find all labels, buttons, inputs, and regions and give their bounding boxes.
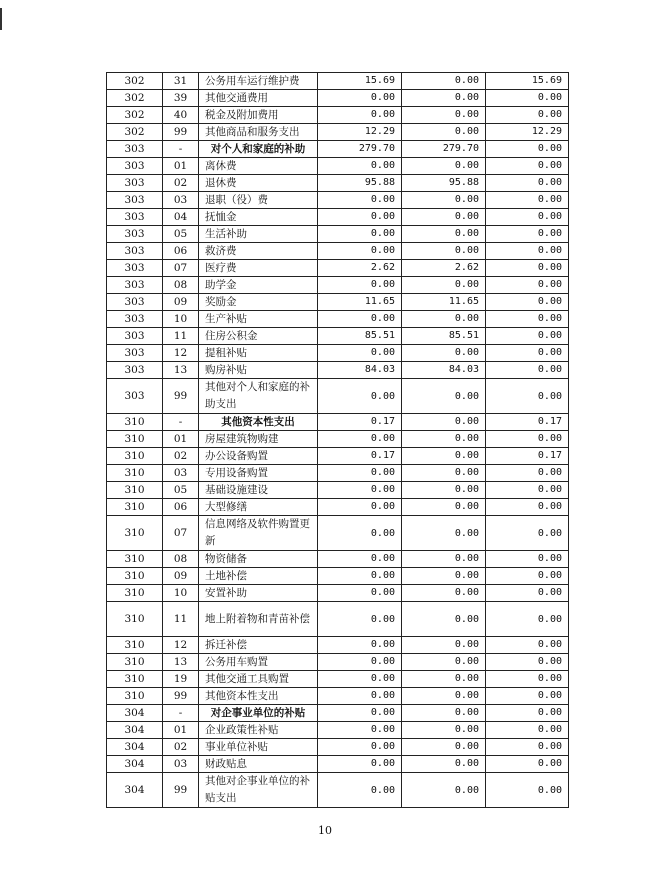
total-amount-cell: 0.17 — [318, 414, 402, 431]
project-expenditure-cell: 0.00 — [486, 362, 569, 379]
item-code-cell: 99 — [163, 379, 199, 414]
project-expenditure-cell: 0.00 — [486, 90, 569, 107]
class-code-cell: 310 — [107, 414, 163, 431]
table-row — [107, 277, 569, 294]
project-expenditure-cell: 0.00 — [486, 654, 569, 671]
class-code-cell: 310 — [107, 654, 163, 671]
project-expenditure-cell: 0.00 — [486, 516, 569, 551]
class-code-cell: 304 — [107, 722, 163, 739]
project-expenditure-cell: 0.00 — [486, 175, 569, 192]
total-amount-cell: 0.00 — [318, 158, 402, 175]
item-name-cell: 拆迁补偿 — [199, 637, 318, 654]
table-row — [107, 294, 569, 311]
basic-expenditure-cell: 0.00 — [402, 637, 486, 654]
item-code-cell: 08 — [163, 277, 199, 294]
item-code-cell: 02 — [163, 739, 199, 756]
project-expenditure-cell: 0.00 — [486, 141, 569, 158]
basic-expenditure-cell: 279.70 — [402, 141, 486, 158]
project-expenditure-cell: 0.00 — [486, 637, 569, 654]
basic-expenditure-cell: 0.00 — [402, 654, 486, 671]
item-name-cell: 抚恤金 — [199, 209, 318, 226]
item-name-cell: 其他对企事业单位的补贴支出 — [199, 773, 318, 808]
item-code-cell: 01 — [163, 431, 199, 448]
item-code-cell: 11 — [163, 602, 199, 637]
item-code-cell: 05 — [163, 482, 199, 499]
project-expenditure-cell: 0.00 — [486, 568, 569, 585]
table-group-row — [107, 141, 569, 158]
table-row — [107, 431, 569, 448]
class-code-cell: 303 — [107, 158, 163, 175]
total-amount-cell: 0.00 — [318, 226, 402, 243]
item-code-cell: 05 — [163, 226, 199, 243]
class-code-cell: 303 — [107, 362, 163, 379]
class-code-cell: 303 — [107, 345, 163, 362]
item-name-cell: 退职（役）费 — [199, 192, 318, 209]
basic-expenditure-cell: 0.00 — [402, 124, 486, 141]
project-expenditure-cell: 0.00 — [486, 226, 569, 243]
item-name-cell: 信息网络及软件购置更新 — [199, 516, 318, 551]
total-amount-cell: 15.69 — [318, 73, 402, 90]
table-body — [107, 73, 569, 808]
total-amount-cell: 0.00 — [318, 192, 402, 209]
item-code-cell: 10 — [163, 311, 199, 328]
table-group-row — [107, 414, 569, 431]
class-code-cell: 304 — [107, 705, 163, 722]
total-amount-cell: 0.00 — [318, 431, 402, 448]
basic-expenditure-cell: 0.00 — [402, 516, 486, 551]
item-name-cell: 其他商品和服务支出 — [199, 124, 318, 141]
class-code-cell: 303 — [107, 311, 163, 328]
class-code-cell: 303 — [107, 192, 163, 209]
item-name-cell: 生产补贴 — [199, 311, 318, 328]
class-code-cell: 304 — [107, 739, 163, 756]
total-amount-cell: 12.29 — [318, 124, 402, 141]
project-expenditure-cell: 0.00 — [486, 739, 569, 756]
basic-expenditure-cell: 0.00 — [402, 90, 486, 107]
item-name-cell: 物资储备 — [199, 551, 318, 568]
table-row — [107, 90, 569, 107]
basic-expenditure-cell: 0.00 — [402, 671, 486, 688]
basic-expenditure-cell: 0.00 — [402, 465, 486, 482]
item-name-cell: 大型修缮 — [199, 499, 318, 516]
class-code-cell: 310 — [107, 448, 163, 465]
item-code-cell: 03 — [163, 465, 199, 482]
total-amount-cell: 11.65 — [318, 294, 402, 311]
table-row — [107, 637, 569, 654]
item-name-cell: 专用设备购置 — [199, 465, 318, 482]
table-row — [107, 311, 569, 328]
project-expenditure-cell: 0.00 — [486, 705, 569, 722]
item-name-cell: 房屋建筑物购建 — [199, 431, 318, 448]
table-row — [107, 465, 569, 482]
item-name-cell: 公务用车购置 — [199, 654, 318, 671]
project-expenditure-cell: 15.69 — [486, 73, 569, 90]
item-name-cell: 其他对个人和家庭的补助支出 — [199, 379, 318, 414]
class-code-cell: 303 — [107, 209, 163, 226]
total-amount-cell: 0.00 — [318, 756, 402, 773]
item-code-cell: 07 — [163, 516, 199, 551]
table-row — [107, 722, 569, 739]
basic-expenditure-cell: 0.00 — [402, 107, 486, 124]
item-name-cell: 其他资本性支出 — [199, 688, 318, 705]
table-row — [107, 345, 569, 362]
total-amount-cell: 0.00 — [318, 688, 402, 705]
table-row — [107, 602, 569, 637]
item-code-cell: 06 — [163, 499, 199, 516]
item-code-cell: - — [163, 414, 199, 431]
project-expenditure-cell: 0.00 — [486, 602, 569, 637]
table-row — [107, 158, 569, 175]
item-code-cell: 03 — [163, 756, 199, 773]
project-expenditure-cell: 0.00 — [486, 277, 569, 294]
class-code-cell: 303 — [107, 260, 163, 277]
project-expenditure-cell: 0.00 — [486, 431, 569, 448]
basic-expenditure-cell: 0.00 — [402, 773, 486, 808]
item-code-cell: 07 — [163, 260, 199, 277]
project-expenditure-cell: 12.29 — [486, 124, 569, 141]
total-amount-cell: 0.00 — [318, 516, 402, 551]
table-row — [107, 671, 569, 688]
project-expenditure-cell: 0.00 — [486, 499, 569, 516]
item-name-cell: 其他交通费用 — [199, 90, 318, 107]
class-code-cell: 310 — [107, 688, 163, 705]
project-expenditure-cell: 0.00 — [486, 158, 569, 175]
basic-expenditure-cell: 0.00 — [402, 585, 486, 602]
class-code-cell: 310 — [107, 637, 163, 654]
table-row — [107, 499, 569, 516]
item-name-cell: 住房公积金 — [199, 328, 318, 345]
project-expenditure-cell: 0.00 — [486, 379, 569, 414]
class-code-cell: 310 — [107, 585, 163, 602]
class-code-cell: 303 — [107, 175, 163, 192]
basic-expenditure-cell: 11.65 — [402, 294, 486, 311]
table-group-row — [107, 705, 569, 722]
item-code-cell: - — [163, 705, 199, 722]
basic-expenditure-cell: 0.00 — [402, 243, 486, 260]
item-name-cell: 税金及附加费用 — [199, 107, 318, 124]
table-row — [107, 654, 569, 671]
item-name-cell: 财政贴息 — [199, 756, 318, 773]
item-code-cell: 03 — [163, 192, 199, 209]
class-code-cell: 310 — [107, 516, 163, 551]
class-code-cell: 304 — [107, 756, 163, 773]
item-name-cell: 生活补助 — [199, 226, 318, 243]
basic-expenditure-cell: 0.00 — [402, 756, 486, 773]
project-expenditure-cell: 0.00 — [486, 107, 569, 124]
total-amount-cell: 0.00 — [318, 568, 402, 585]
class-code-cell: 303 — [107, 294, 163, 311]
item-code-cell: 99 — [163, 124, 199, 141]
table-row — [107, 773, 569, 808]
project-expenditure-cell: 0.00 — [486, 722, 569, 739]
table-row — [107, 739, 569, 756]
class-code-cell: 303 — [107, 328, 163, 345]
basic-expenditure-cell: 0.00 — [402, 431, 486, 448]
project-expenditure-cell: 0.00 — [486, 671, 569, 688]
table-row — [107, 516, 569, 551]
total-amount-cell: 0.00 — [318, 465, 402, 482]
class-code-cell: 310 — [107, 499, 163, 516]
basic-expenditure-cell: 0.00 — [402, 209, 486, 226]
item-code-cell: 12 — [163, 637, 199, 654]
scan-edge-mark — [0, 8, 2, 30]
table-row — [107, 362, 569, 379]
item-name-cell: 企业政策性补贴 — [199, 722, 318, 739]
item-code-cell: 02 — [163, 448, 199, 465]
total-amount-cell: 0.00 — [318, 345, 402, 362]
basic-expenditure-cell: 0.00 — [402, 482, 486, 499]
basic-expenditure-cell: 85.51 — [402, 328, 486, 345]
total-amount-cell: 85.51 — [318, 328, 402, 345]
total-amount-cell: 0.00 — [318, 722, 402, 739]
project-expenditure-cell: 0.00 — [486, 482, 569, 499]
basic-expenditure-cell: 0.00 — [402, 311, 486, 328]
page-number: 10 — [318, 824, 332, 837]
item-code-cell: 06 — [163, 243, 199, 260]
total-amount-cell: 0.00 — [318, 482, 402, 499]
table-row — [107, 243, 569, 260]
class-code-cell: 302 — [107, 90, 163, 107]
item-name-cell: 土地补偿 — [199, 568, 318, 585]
class-code-cell: 310 — [107, 671, 163, 688]
total-amount-cell: 0.00 — [318, 637, 402, 654]
class-code-cell: 303 — [107, 379, 163, 414]
item-name-cell: 其他交通工具购置 — [199, 671, 318, 688]
table-row — [107, 107, 569, 124]
total-amount-cell: 0.00 — [318, 107, 402, 124]
class-code-cell: 310 — [107, 431, 163, 448]
class-code-cell: 310 — [107, 551, 163, 568]
basic-expenditure-cell: 0.00 — [402, 345, 486, 362]
item-code-cell: 13 — [163, 362, 199, 379]
class-code-cell: 302 — [107, 124, 163, 141]
class-code-cell: 303 — [107, 277, 163, 294]
item-code-cell: 11 — [163, 328, 199, 345]
project-expenditure-cell: 0.00 — [486, 345, 569, 362]
table-row — [107, 448, 569, 465]
class-code-cell: 310 — [107, 482, 163, 499]
total-amount-cell: 0.00 — [318, 379, 402, 414]
basic-expenditure-cell: 0.00 — [402, 277, 486, 294]
project-expenditure-cell: 0.17 — [486, 414, 569, 431]
item-name-cell: 助学金 — [199, 277, 318, 294]
basic-expenditure-cell: 0.00 — [402, 739, 486, 756]
project-expenditure-cell: 0.00 — [486, 688, 569, 705]
table-row — [107, 73, 569, 90]
table-row — [107, 568, 569, 585]
project-expenditure-cell: 0.00 — [486, 465, 569, 482]
total-amount-cell: 0.00 — [318, 773, 402, 808]
table-row — [107, 124, 569, 141]
total-amount-cell: 0.00 — [318, 499, 402, 516]
total-amount-cell: 0.00 — [318, 654, 402, 671]
table-row — [107, 482, 569, 499]
total-amount-cell: 0.00 — [318, 209, 402, 226]
table-row — [107, 585, 569, 602]
basic-expenditure-cell: 0.00 — [402, 568, 486, 585]
class-code-cell: 310 — [107, 602, 163, 637]
project-expenditure-cell: 0.00 — [486, 294, 569, 311]
item-code-cell: 01 — [163, 158, 199, 175]
project-expenditure-cell: 0.17 — [486, 448, 569, 465]
basic-expenditure-cell: 0.00 — [402, 722, 486, 739]
class-code-cell: 302 — [107, 73, 163, 90]
item-code-cell: 02 — [163, 175, 199, 192]
item-name-cell: 离休费 — [199, 158, 318, 175]
expenditure-table — [106, 72, 569, 808]
item-name-cell: 安置补助 — [199, 585, 318, 602]
basic-expenditure-cell: 0.00 — [402, 379, 486, 414]
total-amount-cell: 0.00 — [318, 90, 402, 107]
item-name-cell: 医疗费 — [199, 260, 318, 277]
project-expenditure-cell: 0.00 — [486, 551, 569, 568]
item-name-cell: 地上附着物和青苗补偿 — [199, 602, 318, 637]
total-amount-cell: 0.00 — [318, 602, 402, 637]
class-code-cell: 310 — [107, 568, 163, 585]
item-name-cell: 对企事业单位的补贴 — [199, 705, 318, 722]
project-expenditure-cell: 0.00 — [486, 243, 569, 260]
item-code-cell: 09 — [163, 568, 199, 585]
table-row — [107, 379, 569, 414]
basic-expenditure-cell: 0.00 — [402, 192, 486, 209]
table-row — [107, 175, 569, 192]
basic-expenditure-cell: 95.88 — [402, 175, 486, 192]
item-code-cell: 99 — [163, 773, 199, 808]
table-row — [107, 260, 569, 277]
item-name-cell: 基础设施建设 — [199, 482, 318, 499]
item-code-cell: 31 — [163, 73, 199, 90]
item-code-cell: 10 — [163, 585, 199, 602]
basic-expenditure-cell: 0.00 — [402, 705, 486, 722]
class-code-cell: 303 — [107, 141, 163, 158]
item-code-cell: 13 — [163, 654, 199, 671]
basic-expenditure-cell: 0.00 — [402, 499, 486, 516]
item-name-cell: 购房补贴 — [199, 362, 318, 379]
project-expenditure-cell: 0.00 — [486, 311, 569, 328]
item-code-cell: 04 — [163, 209, 199, 226]
project-expenditure-cell: 0.00 — [486, 260, 569, 277]
item-code-cell: 08 — [163, 551, 199, 568]
basic-expenditure-cell: 0.00 — [402, 551, 486, 568]
item-code-cell: 99 — [163, 688, 199, 705]
basic-expenditure-cell: 2.62 — [402, 260, 486, 277]
project-expenditure-cell: 0.00 — [486, 209, 569, 226]
project-expenditure-cell: 0.00 — [486, 756, 569, 773]
item-code-cell: 40 — [163, 107, 199, 124]
total-amount-cell: 0.00 — [318, 705, 402, 722]
project-expenditure-cell: 0.00 — [486, 773, 569, 808]
total-amount-cell: 0.17 — [318, 448, 402, 465]
item-name-cell: 奖励金 — [199, 294, 318, 311]
item-code-cell: - — [163, 141, 199, 158]
table-row — [107, 551, 569, 568]
table-row — [107, 328, 569, 345]
basic-expenditure-cell: 0.00 — [402, 688, 486, 705]
total-amount-cell: 0.00 — [318, 739, 402, 756]
basic-expenditure-cell: 0.00 — [402, 448, 486, 465]
total-amount-cell: 0.00 — [318, 311, 402, 328]
total-amount-cell: 279.70 — [318, 141, 402, 158]
item-name-cell: 公务用车运行维护费 — [199, 73, 318, 90]
class-code-cell: 303 — [107, 226, 163, 243]
item-name-cell: 其他资本性支出 — [199, 414, 318, 431]
total-amount-cell: 0.00 — [318, 671, 402, 688]
class-code-cell: 310 — [107, 465, 163, 482]
total-amount-cell: 0.00 — [318, 243, 402, 260]
item-name-cell: 办公设备购置 — [199, 448, 318, 465]
item-name-cell: 事业单位补贴 — [199, 739, 318, 756]
class-code-cell: 304 — [107, 773, 163, 808]
item-code-cell: 12 — [163, 345, 199, 362]
project-expenditure-cell: 0.00 — [486, 585, 569, 602]
table-row — [107, 688, 569, 705]
total-amount-cell: 0.00 — [318, 551, 402, 568]
basic-expenditure-cell: 0.00 — [402, 414, 486, 431]
total-amount-cell: 95.88 — [318, 175, 402, 192]
item-code-cell: 39 — [163, 90, 199, 107]
total-amount-cell: 0.00 — [318, 277, 402, 294]
table-row — [107, 226, 569, 243]
item-code-cell: 09 — [163, 294, 199, 311]
class-code-cell: 303 — [107, 243, 163, 260]
table-row — [107, 192, 569, 209]
class-code-cell: 302 — [107, 107, 163, 124]
project-expenditure-cell: 0.00 — [486, 328, 569, 345]
total-amount-cell: 0.00 — [318, 585, 402, 602]
basic-expenditure-cell: 84.03 — [402, 362, 486, 379]
item-name-cell: 救济费 — [199, 243, 318, 260]
item-code-cell: 19 — [163, 671, 199, 688]
basic-expenditure-cell: 0.00 — [402, 226, 486, 243]
item-name-cell: 退休费 — [199, 175, 318, 192]
basic-expenditure-cell: 0.00 — [402, 73, 486, 90]
table-row — [107, 209, 569, 226]
total-amount-cell: 84.03 — [318, 362, 402, 379]
basic-expenditure-cell: 0.00 — [402, 158, 486, 175]
basic-expenditure-cell: 0.00 — [402, 602, 486, 637]
table-row — [107, 756, 569, 773]
item-name-cell: 提租补贴 — [199, 345, 318, 362]
project-expenditure-cell: 0.00 — [486, 192, 569, 209]
total-amount-cell: 2.62 — [318, 260, 402, 277]
item-name-cell: 对个人和家庭的补助 — [199, 141, 318, 158]
item-code-cell: 01 — [163, 722, 199, 739]
